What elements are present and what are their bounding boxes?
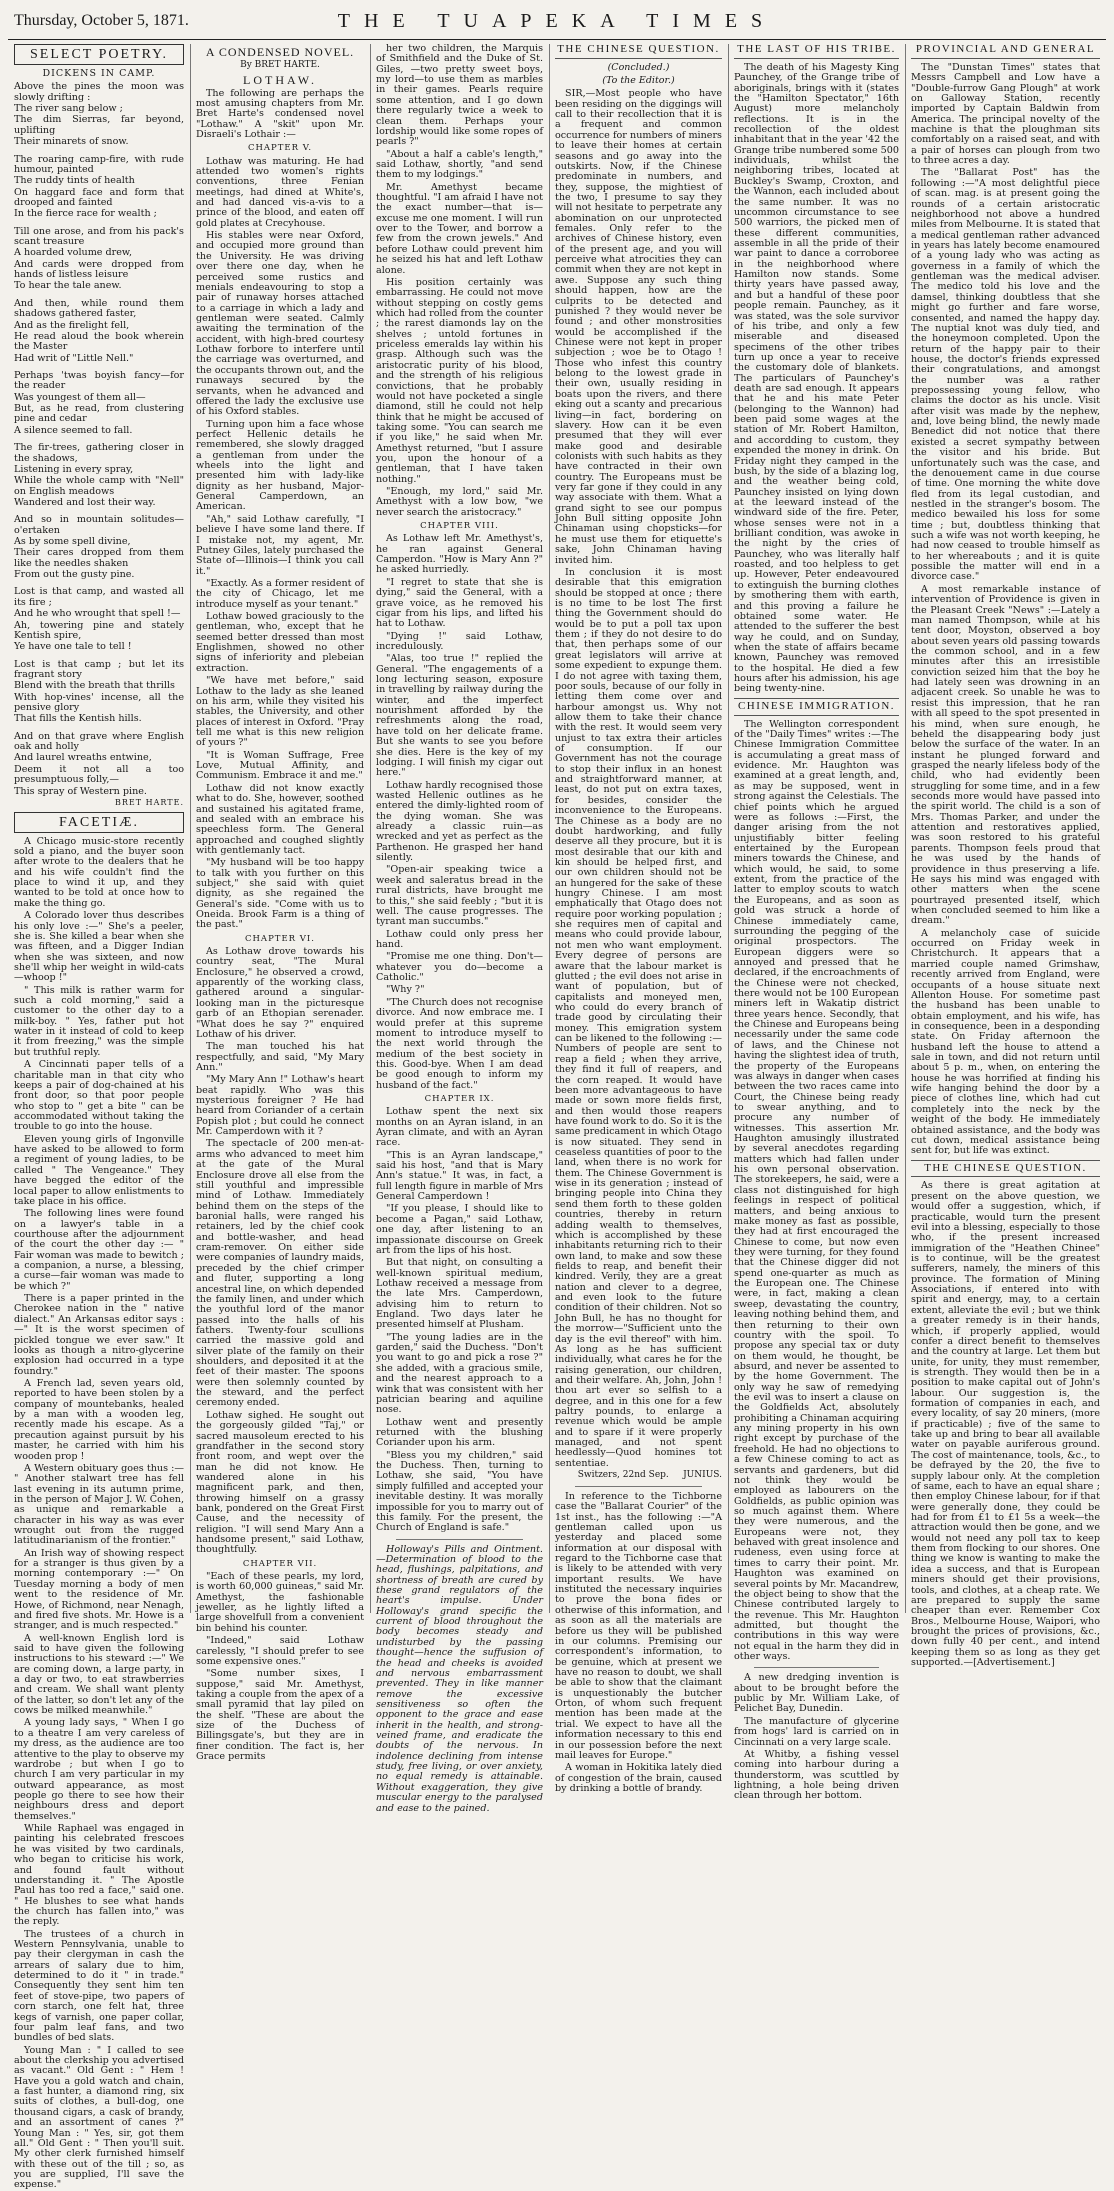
news-item: The "Dunstan Times" states that Messrs Campbell and Low have a "Double-furrow Gang Plough" at work on Galloway Station, recently imported by Captain Baldwin from America. The principal novelty of the machine is that the ploughman sits comfortably on a raised seat, and with a pair of horses can plough from two to three acres a day. <box>911 61 1100 167</box>
chapter-paragraph: "The Church does not recognise divorce. And now embrace me. I would prefer at this supreme moment to introduce myself to the next world through the medium of the best society in this. Good-bye. When I am dead be good enough to inform my husband of the fact." <box>376 996 543 1091</box>
column-4 <box>555 43 723 1794</box>
facetiae-list <box>14 837 184 2191</box>
chapter-paragraph: Lothaw went and presently returned with the blushing Coriander upon his arm. <box>376 1416 543 1449</box>
chapter-paragraph: Lothaw bowed graciously to the gentleman, who, except that he seemed better dressed than most Englishmen, showed no other signs of inferiority and plebeian extraction. <box>196 611 364 674</box>
poem-line: On haggard face and form that drooped and fainted <box>14 186 184 208</box>
poem-line: Ah, towering pine and stately Kentish spire, <box>14 619 184 641</box>
chapter-paragraph: "If you please, I should like to become a Pagan," said Lothaw, one day, after listening to an impassionate discourse on Greek art from the lips of his host. <box>376 1203 543 1256</box>
chapter-heading: CHAPTER V. <box>247 143 313 154</box>
poem-line: Deem it not all a too presumptuous folly,— <box>14 763 184 786</box>
facetiae-item: The trustees of a church in Western Pennsylvania, unable to pay their clergyman in cash the arrears of salary due to him, determined to do it " in trade." Consequently they sent him ten feet of stove-pipe, two papers of corn starch, one felt hat, three kegs of varnish, one paper collar, four palm leaf fans, and two bundles of bed slats. <box>14 1928 184 2044</box>
novel-intro: The following are perhaps the most amusing chapters from Mr. Bret Harte's condensed novel "Lothaw." A "skit" upon Mr. Disraeli's Lothair :— <box>196 87 364 141</box>
poem-line: And on that grave where English oak and holly <box>14 730 184 753</box>
poem-line: The river sang below ; <box>14 103 123 115</box>
masthead-rule <box>8 39 1106 40</box>
letter-paragraph: SIR,—Most people who have been residing on the diggings will call to their recollection that it is a frequent and common occurrence for numbers of miners to leave their homes at certain seasons and go away into the outskirts. Now, if the Chinese predominate in numbers, and they, suppose, the mightiest of the two, I presume to say they will not hesitate to perpetrate any abomination on our unprotected females. Only refer to the archives of Chinese history, even of the present age, and you will perceive what atrocities they can commit when they are not kept in awe. Suppose any such thing should happen, how are the culprits to be detected and punished ? they would never be found ; and other monstrosities would be accomplished if the Chinese were not kept in proper subjection ; woe be to Otago ! Those who infest this country belong to the lowest grade in their own, usually residing in boats upon the rivers, and there eking out a scanty and precarious living—in fact, bordering on slavery. How can it be even presumed that they will ever make good and desirable colonists with such habits as they have contracted in their own country. The Europeans must be very far gone if they could in any way associate with them. What a grand sight to see our pompus John Bull sitting opposite John Chinaman using chopsticks—for he must use them for etiquette's sake, John Chinaman having invited him. <box>555 88 722 566</box>
chapter-paragraph: Lothaw could only press her hand. <box>376 928 543 950</box>
poem-line: Above the pines the moon was slowly drifting : <box>14 81 184 103</box>
facetiae-item: An Irish way of showing respect for a stranger is thus given by a morning contemporary :—" On Tuesday morning a body of men went to the residence of Mr. Howe, of Richmond, near Nenagh, and fired five shots. Mr. Howe is a stranger, and is much respected." <box>14 1547 184 1632</box>
column-5 <box>734 43 900 1802</box>
chapter-paragraph: "Why ?" <box>386 984 425 996</box>
poem-line: Ye have one tale to tell ! <box>14 641 132 653</box>
masthead <box>8 4 1106 40</box>
poem-line: And so in mountain solitudes—o'ertaken <box>14 514 184 536</box>
provincial-general-text <box>911 63 1100 1157</box>
chinese-question-letter <box>555 89 722 1469</box>
condensed-novel-byline: By BRET HARTE. <box>240 59 320 70</box>
chapter-paragraph: "We have met before," said Lothaw to the lady as she leaned on his arm, while they visited his stables, the University, and other places of interest in Oxford. "Pray tell me what is this new religion of yours ?" <box>196 675 364 749</box>
poem-line: To hear the tale anew. <box>14 280 122 292</box>
chapter-heading: CHAPTER VII. <box>242 1558 318 1569</box>
chapter-paragraph: The spectacle of 200 men-at-arms who advanced to meet him at the gate of the Mural Enclosure drove all else from the still youthful and impressible mind of Lothaw. Immediately behind them on the steps of the baronial halls, were ranged his retainers, led by the chief cook and bottle-washer, and head cram-remover. On either side were companies of laundry maids, preceded by the chief crimper and fluter, supporting a long ancestral line, on which depended the family linen, and under which the youthful lord of the manor passed into the halls of his fathers. Twenty-four scullions carried the massive gold and silver plate of the family on their shoulders, and deposited it at the feet of their master. The spoons were then solemnly counted by the steward, and the perfect ceremony ended. <box>196 1138 364 1409</box>
poem-line: The ruddy tints of health <box>14 175 135 187</box>
poem-signature: BRET HARTE. <box>115 797 184 807</box>
chinese-question-advertisement: As there is great agitation at present on the above question, we would offer a suggestion, which, if practicable, would turn the present evil into a blessing, especially to those who, if the present increased immigration of the "Heathen Chinee" is to continue, will be the greatest sufferers, namely, the miners of this province. The formation of Mining Associations, if entered into with spirit and energy, may, to a certain extent, alleviate the evil ; but we think a greater remedy is in their hands, which, if properly applied, would confer a direct benefit to themselves and the country at large. Let them but unite, for unity, they must remember, is strength. They would then be in a position to make capital out of John's labour. Our suggestion is, the formation of companies in each, and every locality, of say 20 miners, (more if practicable) ; five of the same to take up and bring to bear all available water on payable auriferous ground. The cost of maintenance, tools, &c., to be defrayed by the 20, the five to supply labour only. At the completion of same, each to have an equal share ; then employ Chinese labour, for if that were generally done, they could be had for from £1 to £1 5s a week—the attraction would then be gone, and we would not need any poll tax to keep them from flocking to our shores. One thing we know is wanting to make the idea a success, and that is European miners should get their provisions, tools, and clothes, at a cheap rate. We are prepared to supply the same cheaper than ever. Remember Cox Bros., Melbourne House, Waipori, who brought the prices of provisions, &c., down fully 40 per cent., and intend keeping them so as long as they get supported.—[Advertisement.] <box>911 1180 1100 1669</box>
poem-line: In the fierce race for wealth ; <box>14 208 157 220</box>
chapter-paragraph: His stables were near Oxford, and occupied more ground than the University. He was driving over there one day, when he perceived some rustics and menials endeavouring to stop a pair of runaway horses attached to a carriage in which a lady and gentleman were seated. Calmly awaiting the termination of the accident, with high-bred courtesy Lothaw forbore to interfere until the carriage was overturned, and the occupants thrown out, and the runaways secured by the servants, when he advanced and offered the lady the exclusive use of his Oxford stables. <box>196 230 364 418</box>
chapter-paragraph: "Exactly. As a former resident of the city of Chicago, let me introduce myself as your tenant." <box>196 577 364 610</box>
chinese-immigration-text <box>734 720 899 1663</box>
poem-line: Blend with the breath that thrills <box>14 680 175 692</box>
poem-line: And he who wrought that spell !— <box>14 608 181 620</box>
chapter-paragraph: The man touched his hat respectfully, and said, "My Mary Ann." <box>196 1041 364 1073</box>
poem-line: Had writ of "Little Nell." <box>14 352 134 364</box>
chapter-paragraph: Lothaw spent the next six months on an Ayran island, in an Ayran climate, and with an Ayran race. <box>376 1106 543 1149</box>
poem-line: And then, while round them shadows gathered faster, <box>14 297 184 320</box>
chapter-paragraph: His position certainly was embarrassing. He could not move without stepping on costly gems which had rolled from the counter ; the rarest diamonds lay on the shelves ; untold fortunes in priceless emeralds lay within his grasp. Although such was the aristocratic purity of his blood, and the strength of his religious convictions, that he probably would not have pocketed a single diamond, still he could not help think that he might be accused of taking some. "You can search me if you like," he said when Mr. Amethyst returned, "but I assure you, upon the honour of a gentleman, that I have taken nothing." <box>376 276 543 485</box>
column-6 <box>911 43 1100 1669</box>
facetiae-item: A Colorado lover thus describes his only love :—" She's a peeler, she is. She killed a bear when she was fifteen, and a Digger Indian when she was sixteen, and now she'll whip her weight in wild-cats—whoop !" <box>14 910 184 984</box>
condensed-novel-title: A CONDENSED NOVEL. <box>205 45 355 59</box>
last-of-tribe-title: THE LAST OF HIS TRIBE. <box>734 44 899 59</box>
chapter-7-text <box>196 1572 364 1762</box>
facetiae-item: A French lad, seven years old, reported to have been stolen by a company of mountebanks, healed by a man with a wooden leg, recently made his escape. As a precaution against pursuit by his master, he carried with him his wooden prop ! <box>14 1377 184 1462</box>
poem-line: Their cares dropped from them like the needles shaken <box>14 547 184 569</box>
column-divider <box>370 44 371 1613</box>
chapter-6-text <box>196 947 364 1556</box>
news-item: The "Ballarat Post" has the following :—"A most delightful piece of scan. mag. is at present going the rounds of a certain aristocratic neighborhood not above a hundred miles from Melbourne. It is stated that a medical gentleman rather advanced in years has lately become enamoured of a young lady who was acting as governess in a family of which the gentleman was the medical adviser. The medico told his love and the damsel, thinking doubtless that she might go further and fare worse, consented, and named the happy day. The nuptial knot was duly tied, and the honeymoon completed. Upon the return of the happy pair to their house, the doctor's friends expressed their congratulations, and amongst the number was a rather prepossessing young fellow, who claims the doctor as his uncle. Visit after visit was made by the nephew, and, love being blind, the newly made Benedict did not notice that there existed a secret sympathy between the visitor and his bride. But unfortunately such was the case, and the denouement came in due course of time. One morning the white dove fled from its legal custodian, and nestled in the stranger's bosom. The medico bewailed his loss for some time ; but, doubtless thinking that such a wife was not worth keeping, he had now ceased to trouble himself as to her whereabouts ; and it is quite possible the matter will end in a divorce case." <box>911 167 1100 583</box>
chapter-paragraph: Lothaw was maturing. He had attended two women's rights conventions, three Fenian meetings, had dined at White's, and had danced vis-a-vis to a prince of the blood, and eaten off gold plates at Crecyhouse. <box>196 155 364 229</box>
chapter-paragraph: "Open-air speaking twice a week and saleratus bread in the rural districts, have brought me to this," she said feebly ; "but it is well. The cause progresses. The tyrant man succumbs." <box>376 864 543 928</box>
poem-line: This spray of Western pine. <box>14 785 147 797</box>
chapter-paragraph: "The young ladies are in the garden," said the Duchess. "Don't you want to go and pick a rose ?" she added, with a gracious smile, and the nearest approach to a wink that was consistent with her patrician bearing and aquiline nose. <box>376 1331 543 1416</box>
chapter-paragraph: "Ah," said Lothaw carefully, "I believe I have some land there. If I mistake not, my agent, Mr. Putney Giles, lately purchased the State of—Illinois—I think you call it." <box>196 513 364 577</box>
poem-dickens-in-camp <box>14 82 184 797</box>
chapter-paragraph: "Some number sixes, I suppose," said Mr. Amethyst, taking a couple from the apex of a small pyramid that lay piled on the shelf. "These are about the size of the Duchess of Billingsgate's, but they are in finer condition. The fact is, her Grace permits <box>196 1668 364 1763</box>
facetiae-item: " This milk is rather warm for such a cold morning," said a customer to the other day to a milk-boy. " Yes, father put hot water in it instead of cold to keep it from freezing," was the simple but truthful reply. <box>14 984 184 1058</box>
poem-line: But, as he read, from clustering pine and cedar <box>14 403 184 425</box>
poem-line: The dim Sierras, far beyond, uplifting <box>14 114 184 136</box>
poem-line: Listening in every spray, <box>14 463 134 475</box>
column-1 <box>14 44 184 2191</box>
poem-line: The roaring camp-fire, with rude humour, painted <box>14 153 184 175</box>
chapter-heading: CHAPTER VIII. <box>420 521 499 532</box>
hokitika-paragraph: A woman in Hokitika lately died of congestion of the brain, caused by drinking a bottle of brandy. <box>555 1762 722 1794</box>
chapter-paragraph: "Each of these pearls, my lord, is worth 60,000 guineas," said Mr. Amethyst, the fashionable jeweller, as he lightly lifted a large shovelfull from a convenient bin behind his counter. <box>196 1571 364 1634</box>
chapter-heading: CHAPTER IX. <box>424 1094 495 1105</box>
chapter-paragraph: "It is Woman Suffrage, Free Love, Mutual Affinity, and Communism. Embrace it and me." <box>196 749 364 782</box>
poem-line: Till one arose, and from his pack's scant treasure <box>14 225 184 248</box>
chapter-paragraph: As Lothaw drove towards his country seat, "The Mural Enclosure," he observed a crowd, apparently of the working class, gathered around a singular-looking man in the picturesque garb of an Ethopian serenader. "What does he say ?" enquired Lothaw of his driver. <box>196 946 364 1040</box>
letter-signoff <box>555 1471 722 1481</box>
select-poetry-header: SELECT POETRY. <box>14 44 184 65</box>
poem-line: The fir-trees, gathering closer in the shadows, <box>14 442 184 464</box>
chapter-5-text <box>196 157 364 931</box>
column-2 <box>196 44 364 1763</box>
chapter-paragraph: her two children, the Marquis of Smithfield and the Duke of St. Giles, —two pretty sweet boys, my lord—to use them as marbles in their games. Pearls require some attention, and I go down there regularly twice a week to clean them. Perhaps your lordship would like some ropes of pearls ?" <box>376 43 543 148</box>
poem-line: Their minarets of snow. <box>14 136 129 148</box>
chapter-paragraph: But that night, on consulting a well-known spiritual medium, Lothaw received a message from the late Mrs. Camperdown, advising him to return to England. Two days later he presented himself at Plusham. <box>376 1257 543 1331</box>
facetiae-item: A Western obituary goes thus :— " Another stalwart tree has fell last evening in its autumn prime, in the person of Major J. W. Cohen, as unique and remarkable a character in his way as was ever wrought out from the rugged latitudinarianism of the frontier." <box>14 1462 184 1547</box>
chapter-paragraph: "Enough, my lord," said Mr. Amethyst with a low bow, "we never search the aristocracy." <box>376 486 543 518</box>
poem-line: Lost is that camp ; but let its fragrant story <box>14 658 184 680</box>
chapter-paragraph: "My Mary Ann !" Lothaw's heart beat rapidly. Who was this mysterious foreigner ? He had heard from Coriander of a certain Popish plot ; but could he connect Mr. Camperdown with it ? <box>196 1074 364 1138</box>
lothaw-subtitle: LOTHAW. <box>243 72 317 87</box>
poem-line: Lost is that camp, and wasted all its fire ; <box>14 586 184 608</box>
poem-line: As by some spell divine, <box>14 536 131 548</box>
news-item: A melancholy case of suicide occurred on Friday week in Christchurch. It appears that a married couple named Grimshaw, recently arrived from England, were occupants of a house situate next Allenton House. For sometime past the husband has been unable to obtain employment, and his wife, has in consequence, been in a desponding state. On Friday afternoon the husband left the house to attend a sale in town, and did not return until about 5 p. m., when, on entering the house he was horrified at finding his wife hanging behind the door by a piece of clothes line, which had cut completely into the neck by the weight of the body. He immediately obtained assistance, and the body was cut down, medical assistance being sent for, but life was extinct. <box>911 927 1100 1157</box>
facetiae-item: A young lady says, " When I go to a theatre I am very careless of my dress, as the audience are too attentive to the play to observe my wardrobe ; but when I go to church I am very particular in my outward appearance, as most people go there to see how their neighbours dress and deport themselves." <box>14 1717 184 1822</box>
poem-line: A silence seemed to fall. <box>14 424 133 436</box>
poem-line: From out the gusty pine. <box>14 569 135 581</box>
chinese-question-ad-title: THE CHINESE QUESTION. <box>911 1160 1100 1178</box>
chapter-paragraph: Lothaw sighed. He sought out the gorgeously gilded "Taj," or sacred mausoleum erected to his grandfather in the second story front room, and wept over the man he did not know. He wandered alone in his magnificent park, and then, throwing himself on a grassy bank, pondered on the Great First Cause, and the necessity of religion. "I will send Mary Ann a handsome present," said Lothaw, thoughtfully. <box>196 1409 364 1556</box>
tichborne-paragraph: In reference to the Tichborne case the "Ballarat Courier" of the 1st inst., has the following :—"A gentleman called upon us yesterday and placed some information at our disposal with regard to the Tichborne case that is likely to be attended with very important results. We have instituted the necessary inquiries to prove the bona fides or otherwise of this information, and as soon as all the materials are before us they will be published in our columns. Premising our correspondent's information, to be genuine, which at present we have no reason to doubt, we shall be able to show that the claimant is unquestionably the butcher Orton, of whom such frequent mention has been made at the trial. We expect to have all the information necessary to this end in our possession before the next mail leaves for Europe." <box>555 1490 722 1761</box>
section-rule <box>396 1539 523 1540</box>
poem-line: He read aloud the book wherein the Master <box>14 330 184 353</box>
section-rule <box>575 1486 702 1487</box>
chapter-paragraph: "Promise me one thing. Don't—whatever you do—become a Catholic." <box>376 951 543 984</box>
column-divider <box>728 44 729 1613</box>
chapter-heading: CHAPTER VI. <box>245 933 315 944</box>
letter-paragraph: In conclusion it is most desirable that this emigration should be stopped at once ; there is no time to be lost The first thing the Government should do would be to put a poll tax upon them ; if they do not desire to do that, then perhaps some of our great legislators will arrive at some expedient to expunge them. I do not agree with taxing them, poor souls, because of our folly in letting them come over and harbour amongst us. Why not allow them to take their chance with the rest. It would seem very unjust to tax extra their articles of consumption. If our Government has not the courage to stop their influx in an honest and straightforward manner, at least, do not put on extra taxes, for besides, consider the inconvenience to the Europeans. The Chinese as a body are no doubt hardworking, and fully deserve all they procure, but it is most desirable that our kith and kin should be helped first, and our own children should not be an hungered for the sake of these hungry Chinese. I am most emphatically that Otago does not require poor working population ; she requires men of capital and means who could provide labour, not men who want employment. Every degree of persons are aware that the labour market is glutted ; the evil does not arise in want of population, but of capitalists and moneyed men, who could do every branch of trade good by circulating their money. This emigration system can be likened to the following :—Numbers of people are sent to reap a field ; when they arrive, they find it full of reapers, and the corn reaped. It would have been more advantageous to have made or sown more fields first, and then would those reapers have found work to do. So it is the same predicament in which Otago is now situated. They send in ceaseless quantities of poor to the land, when there is no work for them. The Chinese Government is wise in its generation ; instead of bringing people into China they send them forth to these golden countries, thereby in return adding wealth to themselves, which is accomplished by these inhabitants returning rich to their own land, to make and sow these fields to reap, and benefit their kindred. Verily, they are a great nation and clever to a degree, and even look to the future condition of their children. Not so John Bull, he has no thought for the morrow—"Sufficient unto the day is the evil thereof" with him. As long as he has sufficient individually, what cares he for the raising generation, our children, and their welfare. Ah, John, John ! thou art ever so selfish to a degree, and in this one for a few paltry pounds, to enlarge a revenue which would be ample and to spare if it were properly managed, and not spent heedlessly—Quod homines tot sententiae. <box>555 566 723 1469</box>
poem-line: And laurel wreaths entwine, <box>14 752 152 764</box>
holloway-advertisement: Holloway's Pills and Ointment.—Determination of blood to the head, flushings, palpitations, and shortness of breath are cured by these grand regulators of the heart's impulse. Under Holloway's grand specific the current of blood throughout the body becomes steady and undisturbed by the passing thought—hence the suffusion of the head and cheeks is avoided and nervous embarrassment prevented. They in like manner remove the excessive sensitiveness so often the opponent to the grace and ease inherit in the health, and strong-veined frame, and eradicate the doubts of the nervous. In indolence declining from intense study, free living, or over anxiety, no equal remedy is attainable. Without exaggeration, they give muscular energy to the paralysed and ease to the pained. <box>376 1543 543 1814</box>
poem-line: While the whole camp with "Nell" on English meadows <box>14 475 184 497</box>
chapter-paragraph: "My husband will be too happy to talk with you further on this subject," she said with quiet dignity, as she regained the General's side. "Come with us to Oneida. Brook Farm is a thing of the past." <box>196 857 364 931</box>
chapter-paragraph: As Lothaw left Mr. Amethyst's, he ran against General Camperdon. "How is Mary Ann ?" he asked hurriedly. <box>376 533 543 576</box>
poem-line: And cards were dropped from hands of listless leisure <box>14 258 184 281</box>
column-3 <box>376 43 543 1814</box>
poem-line: A hoarded volume drew, <box>14 247 133 259</box>
chapter-paragraph: Lothaw hardly recognised those wasted Hellenic outlines as he entered the dimly-lighted room of the dying woman. She was already a classic ruin—as wrecked and yet as perfect as the Parthenon. He grasped her hand silently. <box>376 779 543 864</box>
chapter-8-text <box>376 534 543 1091</box>
facetiae-header: FACETIÆ. <box>14 812 184 833</box>
chapter-9-text <box>376 1107 543 1533</box>
section-rule <box>754 1667 879 1668</box>
facetiae-item: A Chicago music-store recently sold a piano, and the buyer soon after wrote to the dealers that he and his wife couldn't find the place to wind it up, and they wanted to be told at once how to make the thing go. <box>14 835 184 909</box>
chapter-paragraph: "This is an Ayran landscape," said his host, "and that is Mary Ann's statue." It was, in fact, a full length figure in marble of Mrs General Camperdown ! <box>376 1149 543 1203</box>
chapter-paragraph: "Alas, too true !" replied the General. "The engagements of a long lecturing season, exposure in travelling by railway during the winter, and the imperfect nourishment afforded by the refreshments along the road, have told on her delicate frame. But she wants to see you before she dies. Here is the key of my lodging. I will finish my cigar out here." <box>376 653 543 779</box>
chapter-paragraph: Mr. Amethyst became thoughtful. "I am afraid I have not the exact number—that is—excuse me one moment. I will run over to the Tower, and borrow a few from the crown jewels." And before Lothaw could prevent him he seized his hat and left Lothaw alone. <box>376 181 543 276</box>
chapter-paragraph: "I regret to state that she is dying," said the General, with a grave voice, as he removed his cigar from his lips, and lifted his hat to Lothaw. <box>376 576 543 630</box>
news-item: A most remarkable instance of intervention of Providence is given in the Pleasant Creek "News" :—Lately a man named Thompson, while at his tent door, Moyston, observed a boy about seven years old passing towards the common school, and in a few minutes after this an irresistible conviction seized him that the boy he had lately seen was drowning in an adjacent creek. So unable he was to resist this impression, that he ran with all speed to the spot presented in his mind, when sure enough, he beheld the disappearing body just below the surface of the water. In an instant he plunged forward and grasped the nearly lifeless body of the child, who had evidently been struggling for some time, and in a few seconds more would have passed into the spirit world. The child is a son of Mrs. Thomas Parker, and under the attention and restoratives applied, was soon restored to his grateful parents. Thompson feels proud that he was used by the hands of providence in thus preserving a life. He says his mind was engaged with other matters when the scene pourtrayed presented itself, which when concluded seemed to him like a dream." <box>911 583 1100 927</box>
chapter-paragraph: "Bless you my children," said the Duchess. Then, turning to Lothaw, she said, "You have simply fulfilled and accepted your inevitable destiny. It was morally impossible for you to marry out of this family. For the present, the Church of England is safe." <box>376 1449 543 1534</box>
poem-line: Wandered and lost their way. <box>14 496 156 508</box>
poem-line: And as the firelight fell, <box>14 319 130 331</box>
article-paragraph: The death of his Magesty King Paunchey, of the Grange tribe of aboriginals, brings with it (states the "Hamilton Spectator," 16th August) more melancholy reflections. It is in the recollection of the oldest inhabitant that in the year '42 the Grange tribe numbered some 500 individuals, whilst the neighboring tribes, located at Buckley's Swamp, Croxton, and the Wannon, each included about the same number. It was no uncommon circumstance to see 500 warriors, the picked men of these different communities, assemble in all the pride of their war paint to dance a corroboree in the neighborhood where Hamilton now stands. Some thirty years have passed away, and but a handful of these poor people remain. Paunchey, as it was stated, was the sole survivor of his tribe, and only a few miserable and diseased specimens of the other tribes turn up once a year to receive the customary dole of blankets. The particulars of Paunchey's death are sad enough. It appears that he and his mate Peter (belonging to the Wannon) had been paid some wages at the station of Mr. Robert Hamilton, and accordding to custom, they expended the money in drink. On Friday night they camped in the bush, by the side of a blazing log, and the weather being cold, Paunchey insisted on lying down at the leeward instead of the windward side of the fire. Peter, whose senses were not in a brilliant condition, was awoke in the night by the cries of Paunchey, who was literally half roasted, and too helpless to get up. However, Peter endeavoured to extinguish the burning clothes by smothering them with earth, and this proving a failure he obtained some water. He attended to the sufferer the best way he could, and on Sunday, when the state of affairs became known, Paunchey was removed to the hospital. He died a few hours after his admission, his age being twenty-nine. <box>734 61 899 695</box>
signoff-place: Switzers, 22nd Sep. <box>577 1470 669 1481</box>
column-divider <box>190 44 191 1613</box>
dredging-paragraph: A new dredging invention is about to be brought before the public by Mr. William Lake, of Pelichet Bay, Dunedin. <box>734 1672 899 1715</box>
poem-line: Was youngest of them all— <box>14 391 146 403</box>
newspaper-title: THE TUAPEKA TIMES <box>337 10 777 32</box>
glycerine-paragraph: The manufacture of glycerine from hogs' lard is carried on in Cincinnati on a very large scale. <box>734 1715 899 1748</box>
facetiae-item: Young Man : " I called to see about the clerkship you advertised as vacant." Old Gent : " Hem ! Have you a gold watch and chain, a fast hunter, a diamond ring, six suits of clothes, a bull-dog, one thousand cigars, a cask of brandy, and an assortment of canes ?" Young Man : " Yes, sir, got them all." Old Gent : " Then you'll suit. My other clerk furnished himself with these out of the till ; so, as you are supplied, I'll save the expense." <box>14 2044 184 2191</box>
to-editor-note: (To the Editor.) <box>602 75 675 87</box>
chapter-paragraph: Lothaw did not know exactly what to do. She, however, soothed and sustained his agitated frame, and sealed with an embrace his speechless form. The General approached and coughed slightly with gentlemanly tact. <box>196 782 364 856</box>
poem-line: That fills the Kentish hills. <box>14 713 142 725</box>
last-of-tribe-text <box>734 63 899 695</box>
issue-date: Thursday, October 5, 1871. <box>14 12 189 29</box>
concluded-note: (Concluded.) <box>607 61 670 73</box>
chinese-question-title: THE CHINESE QUESTION. <box>555 44 722 59</box>
chapter-paragraph: "Dying !" said Lothaw, incredulously. <box>376 630 543 652</box>
facetiae-item: While Raphael was engaged in painting his celebrated frescoes he was visited by two cardinals, who began to criticise his work, and found fault without understanding it. " The Apostle Paul has too red a face," said one. " He blushes to see what hands the church has fallen into," was the reply. <box>14 1823 184 1928</box>
facetiae-item: A well-known English lord is said to have given the following instructions to his steward :—" We are coming down, a large party, in a day or two, to eat strawberries and cream. We shall want plenty of the latter, so don't let any of the cows be milked meanwhile." <box>14 1632 184 1717</box>
chapter-paragraph: Turning upon him a face whose perfect Hellenic details he remembered, she slowly dragged a gentleman from under the wheels into the light and presented him with lady-like dignity as her husband, Major-General Camperdown, an American. <box>196 418 364 513</box>
article-paragraph: The Wellington correspondent of the "Daily Times" writes :—The Chinese Immigration Committee is accumulating a great mass of evidence. Mr. Haughton was examined at a great length, and, as may be supposed, went in strong against the Celestials. The chief points which he argued were as follows :—First, the danger arising from the not unjustifiably bitter feeling entertained by the European miners towards the Chinese, and which would, he said, to some extent, from the practice of the latter to employ scouts to watch the Europeans, and as soon as gold was struck a horde of Chinese immediately came, surrounding the pegging of the original prospectors. The European diggers were so annoyed and pressed that he declared, if the encroachments of the Chinese were not checked, there would not be 100 European miners left in Wakatip district three years hence. Secondly, that the Chinese and Europeans being necessarily under the same code of laws, and the Chinese not having the slightest idea of truth, the property of the Europeans was always in danger when cases between the two races came into Court, the Chinese being ready to swear anything, and to procure any number of witnesses. This assertion Mr. Haughton amusingly illustrated by several anecdotes regarding matters which had fallen under his own personal observation. The storekeepers, he said, were a class not distinguished for high feelings in respect of political matters, and being anxious to make money as fast as possible, they had at first encouraged the Chinese to come, but now even they were turning, for they found that the Chinese digger did not spend one-quarter as much as the European one. The Chinese were, in fact, making a clean sweep, devastating the country, leaving nothing behind them, and then returning to their own country with the spoil. To propose any special tax or duty on them would, he thought, be absurd, and never be assented to by the home Government. The only way he saw of remedying the evil was to insert a clause on the Goldfields Act, absolutely prohibiting a Chinaman acquiring any mining property in his own right except by purchase of the freehold. He had no objections to a few Chinese coming to act as servants and gardeners, but did not think they would be employed as labourers on the Goldfields, as public opinion was so much against them. Where they were numerous, and the Europeans were not, they behaved with great insolence and rudeness, even using force at times to carry their point. Mr. Haughton was examined on several points by Mr. Macandrew, the object being to show that the Chinese contributed largely to the revenue. This Mr. Haughton admitted, but thought the contributions in this way were not equal in the harm they did in other ways. <box>734 718 900 1663</box>
poem-line: With hop-vines' incense, all the pensive glory <box>14 691 184 714</box>
facetiae-item: There is a paper printed in the Cherokee nation in the " native dialect." An Arkansas editor says :—" It is the worst specimen of pickled tongue we ever saw." It looks as though a nitro-glycerine explosion had occurred in a type foundry." <box>14 1293 184 1377</box>
chapter-paragraph: "Indeed," said Lothaw carelessly, "I should prefer to see some expensive ones." <box>196 1635 364 1667</box>
signoff-name: JUNIUS. <box>683 1470 722 1481</box>
column-divider <box>549 44 550 1613</box>
chapter-7-continued <box>376 44 543 518</box>
poem-line: Perhaps 'twas boyish fancy—for the reader <box>14 369 184 392</box>
facetiae-item: The following lines were found on a lawyer's table in a courthouse after the adjournment of the court the other day :— " Fair woman was made to bewitch ; a companion, a nurse, a blessing, a curse—fair woman was made to be which ?" <box>14 1208 184 1292</box>
facetiae-item: Eleven young girls of Ingonville have asked to be allowed to form a regiment of young ladies, to be called " The Vengeance." They have begged the editor of the local paper to allow enlistments to take place in his office. <box>14 1133 184 1207</box>
facetiae-item: A Cincinnati paper tells of a charitable man in that city who keeps a pair of dog-chained at his front door, so that poor people who stop to " get a bite " can be accommodated without taking the trouble to go into the house. <box>14 1059 184 1133</box>
whitby-paragraph: At Whitby, a fishing vessel coming into harbour during a thunderstorm, was scuttled by lightning, a hole being driven clean through her bottom. <box>734 1748 899 1802</box>
chinese-immigration-title: CHINESE IMMIGRATION. <box>734 698 899 716</box>
provincial-general-title: PROVINCIAL AND GENERAL <box>911 44 1100 59</box>
poem-title: DICKENS IN CAMP. <box>42 68 156 80</box>
chapter-paragraph: "About a half a cable's length," said Lothaw, shortly, "and send them to my lodgings." <box>376 148 543 181</box>
column-divider <box>905 44 906 1613</box>
